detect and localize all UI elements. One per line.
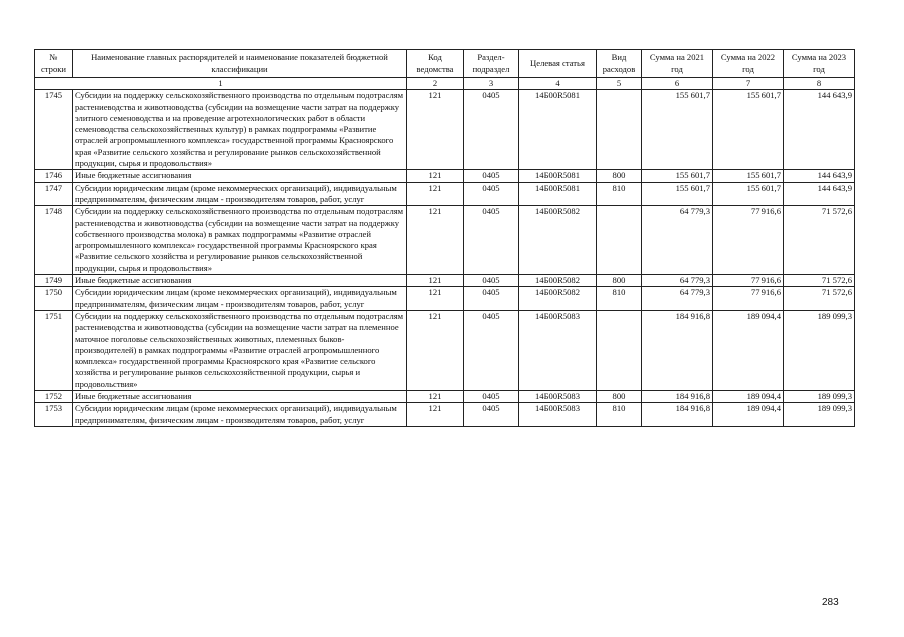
header-sum-2022: Сумма на 2022 год bbox=[713, 50, 784, 78]
row-section: 0405 bbox=[464, 90, 519, 170]
row-target: 14Б00R5083 bbox=[519, 391, 597, 403]
row-sum-2023: 189 099,3 bbox=[784, 403, 855, 427]
row-name: Иные бюджетные ассигнования bbox=[73, 391, 407, 403]
row-name: Субсидии юридическим лицам (кроме некоммерческих организаций), индивидуальным предпринимателям, физическим лицам - производителям товаров, работ, услуг bbox=[73, 287, 407, 311]
row-sum-2021: 184 916,8 bbox=[642, 403, 713, 427]
budget-table bbox=[34, 49, 855, 427]
row-expense-type: 800 bbox=[597, 391, 642, 403]
table-row bbox=[35, 310, 855, 390]
row-expense-type: 800 bbox=[597, 275, 642, 287]
row-section: 0405 bbox=[464, 206, 519, 275]
row-number: 1746 bbox=[35, 170, 73, 182]
header-expense-type: Вид расходов bbox=[597, 50, 642, 78]
row-expense-type: 800 bbox=[597, 170, 642, 182]
table-row bbox=[35, 182, 855, 206]
row-section: 0405 bbox=[464, 287, 519, 311]
row-dept-code: 121 bbox=[407, 90, 464, 170]
row-dept-code: 121 bbox=[407, 391, 464, 403]
header-sum-2023: Сумма на 2023 год bbox=[784, 50, 855, 78]
row-expense-type: 810 bbox=[597, 403, 642, 427]
row-target: 14Б00R5082 bbox=[519, 287, 597, 311]
row-name: Субсидии на поддержку сельскохозяйственного производства по отдельным подотраслям растениеводства и животноводства (субсидии на возмещение части затрат на племенное маточное поголовье сельскохозяйственных животных, племенных быков-производителей) в рамках подпрограммы «Развитие отраслей агропромышленного комплекса» государственной программы Красноярского края «Развитие сельского хозяйства и регулирование рынков сельскохозяйственной продукции, сырья и продовольствия» bbox=[73, 310, 407, 390]
row-section: 0405 bbox=[464, 391, 519, 403]
header-row-no: № строки bbox=[35, 50, 73, 78]
row-target: 14Б00R5082 bbox=[519, 275, 597, 287]
row-number: 1753 bbox=[35, 403, 73, 427]
row-number: 1752 bbox=[35, 391, 73, 403]
row-section: 0405 bbox=[464, 403, 519, 427]
col-number-5: 5 bbox=[597, 78, 642, 90]
row-target: 14Б00R5081 bbox=[519, 182, 597, 206]
row-number: 1750 bbox=[35, 287, 73, 311]
header-target: Целевая статья bbox=[519, 50, 597, 78]
row-expense-type bbox=[597, 90, 642, 170]
row-dept-code: 121 bbox=[407, 275, 464, 287]
row-number: 1745 bbox=[35, 90, 73, 170]
row-name: Субсидии юридическим лицам (кроме некоммерческих организаций), индивидуальным предпринимателям, физическим лицам - производителям товаров, работ, услуг bbox=[73, 403, 407, 427]
row-sum-2022: 155 601,7 bbox=[713, 182, 784, 206]
row-section: 0405 bbox=[464, 275, 519, 287]
table-row bbox=[35, 403, 855, 427]
row-expense-type bbox=[597, 310, 642, 390]
row-number: 1747 bbox=[35, 182, 73, 206]
row-sum-2023: 71 572,6 bbox=[784, 206, 855, 275]
row-sum-2022: 155 601,7 bbox=[713, 90, 784, 170]
row-expense-type: 810 bbox=[597, 287, 642, 311]
table-body bbox=[35, 90, 855, 427]
page-number: 283 bbox=[822, 597, 839, 608]
row-sum-2023: 71 572,6 bbox=[784, 287, 855, 311]
row-sum-2023: 144 643,9 bbox=[784, 90, 855, 170]
row-expense-type: 810 bbox=[597, 182, 642, 206]
row-sum-2021: 184 916,8 bbox=[642, 391, 713, 403]
row-target: 14Б00R5082 bbox=[519, 206, 597, 275]
col-number-6: 6 bbox=[642, 78, 713, 90]
row-name: Иные бюджетные ассигнования bbox=[73, 275, 407, 287]
row-sum-2022: 77 916,6 bbox=[713, 206, 784, 275]
row-sum-2023: 189 099,3 bbox=[784, 310, 855, 390]
row-sum-2023: 189 099,3 bbox=[784, 391, 855, 403]
table-row bbox=[35, 391, 855, 403]
col-number-7: 7 bbox=[713, 78, 784, 90]
row-target: 14Б00R5081 bbox=[519, 90, 597, 170]
row-dept-code: 121 bbox=[407, 310, 464, 390]
row-section: 0405 bbox=[464, 182, 519, 206]
table-row bbox=[35, 275, 855, 287]
row-sum-2021: 64 779,3 bbox=[642, 206, 713, 275]
row-sum-2021: 184 916,8 bbox=[642, 310, 713, 390]
row-sum-2023: 71 572,6 bbox=[784, 275, 855, 287]
row-name: Субсидии на поддержку сельскохозяйственного производства по отдельным подотраслям растениеводства и животноводства (субсидии на возмещение части затрат на поддержку элитного семеноводства и на проведение агротехнологических работ в области семеноводства сельскохозяйственных культур) в рамках подпрограммы «Развитие отраслей агропромышленного комплекса» государственной программы Красноярского края «Развитие сельского хозяйства и регулирование рынков сельскохозяйственной продукции, сырья и продовольствия» bbox=[73, 90, 407, 170]
header-dept-code: Код ведомства bbox=[407, 50, 464, 78]
row-dept-code: 121 bbox=[407, 403, 464, 427]
row-sum-2022: 77 916,6 bbox=[713, 275, 784, 287]
row-sum-2021: 155 601,7 bbox=[642, 90, 713, 170]
row-dept-code: 121 bbox=[407, 182, 464, 206]
row-sum-2021: 64 779,3 bbox=[642, 275, 713, 287]
row-section: 0405 bbox=[464, 310, 519, 390]
table-row bbox=[35, 287, 855, 311]
row-number: 1749 bbox=[35, 275, 73, 287]
col-number-8: 8 bbox=[784, 78, 855, 90]
col-number-1: 1 bbox=[35, 78, 407, 90]
row-section: 0405 bbox=[464, 170, 519, 182]
row-sum-2021: 155 601,7 bbox=[642, 170, 713, 182]
row-sum-2022: 189 094,4 bbox=[713, 310, 784, 390]
row-number: 1751 bbox=[35, 310, 73, 390]
row-sum-2023: 144 643,9 bbox=[784, 182, 855, 206]
col-number-3: 3 bbox=[464, 78, 519, 90]
row-name: Иные бюджетные ассигнования bbox=[73, 170, 407, 182]
row-sum-2023: 144 643,9 bbox=[784, 170, 855, 182]
row-dept-code: 121 bbox=[407, 287, 464, 311]
header-name: Наименование главных распорядителей и наименование показателей бюджетной классификации bbox=[73, 50, 407, 78]
row-expense-type bbox=[597, 206, 642, 275]
row-target: 14Б00R5083 bbox=[519, 310, 597, 390]
row-dept-code: 121 bbox=[407, 170, 464, 182]
row-sum-2022: 189 094,4 bbox=[713, 403, 784, 427]
row-number: 1748 bbox=[35, 206, 73, 275]
row-name: Субсидии на поддержку сельскохозяйственного производства по отдельным подотраслям растениеводства и животноводства (субсидии на возмещение части затрат на поддержку собственного производства молока) в рамках подпрограммы «Развитие отраслей агропромышленного комплекса» государственной программы Красноярского края «Развитие сельского хозяйства и регулирование рынков сельскохозяйственной продукции, сырья и продовольствия» bbox=[73, 206, 407, 275]
table-row bbox=[35, 90, 855, 170]
col-number-2: 2 bbox=[407, 78, 464, 90]
header-sum-2021: Сумма на 2021 год bbox=[642, 50, 713, 78]
row-sum-2021: 64 779,3 bbox=[642, 287, 713, 311]
row-name: Субсидии юридическим лицам (кроме некоммерческих организаций), индивидуальным предпринимателям, физическим лицам - производителям товаров, работ, услуг bbox=[73, 182, 407, 206]
row-sum-2022: 155 601,7 bbox=[713, 170, 784, 182]
header-section: Раздел-подраздел bbox=[464, 50, 519, 78]
row-target: 14Б00R5083 bbox=[519, 403, 597, 427]
row-sum-2022: 189 094,4 bbox=[713, 391, 784, 403]
table-row bbox=[35, 206, 855, 275]
row-sum-2021: 155 601,7 bbox=[642, 182, 713, 206]
row-sum-2022: 77 916,6 bbox=[713, 287, 784, 311]
table-row bbox=[35, 170, 855, 182]
row-target: 14Б00R5081 bbox=[519, 170, 597, 182]
row-dept-code: 121 bbox=[407, 206, 464, 275]
col-number-4: 4 bbox=[519, 78, 597, 90]
